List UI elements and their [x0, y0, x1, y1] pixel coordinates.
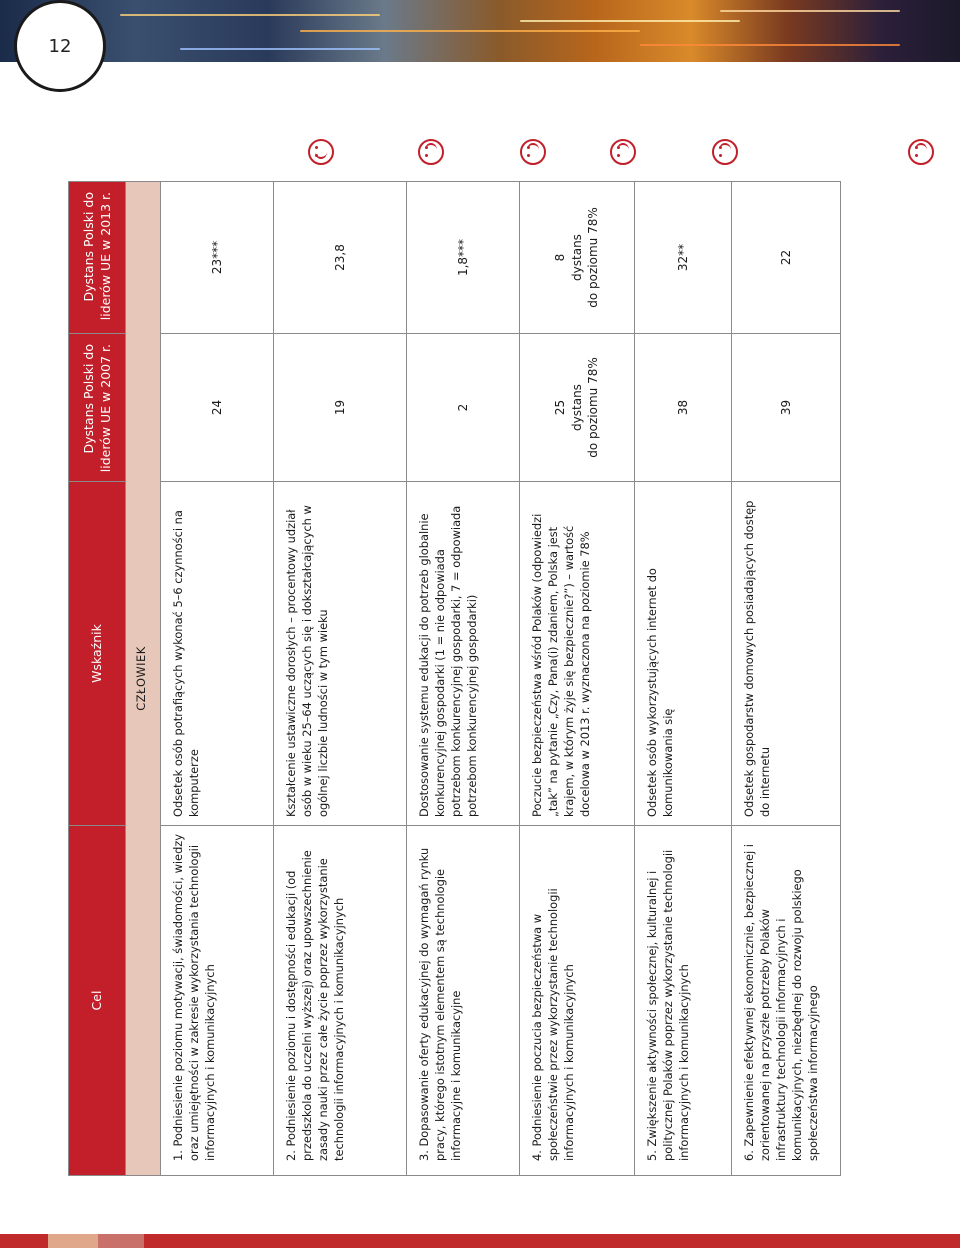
- header-dystans-2007: Dystans Polski do liderów UE w 2007 r.: [69, 334, 126, 482]
- table-row: [732, 182, 841, 1176]
- dystans-2007-cell: 39: [732, 334, 841, 482]
- dystans-2013-cell: 23***: [161, 182, 274, 334]
- dystans-2013-cell: 1,8***: [407, 182, 520, 334]
- header-cel: Cel: [69, 826, 126, 1176]
- table-row: [635, 182, 732, 1176]
- section-title: CZŁOWIEK: [126, 182, 161, 1176]
- cel-cell: 5. Zwiększenie aktywności społecznej, kulturalnej i politycznej Polaków poprzez wykorzystanie technologii informacyjnych i komunikacyjnych: [635, 826, 732, 1176]
- footer-strip: [0, 1234, 960, 1248]
- table-row: [274, 182, 407, 1176]
- cel-cell: 6. Zapewnienie efektywnej ekonomicznie, bezpiecznej i zorientowanej na przyszłe potrzeby Polaków infrastruktury technologii informacyjnych i komunikacyjnych, niezbędnej do rozwoju polskiego społeczeństwa informacyjnego: [732, 826, 841, 1176]
- wskaznik-cell: Poczucie bezpieczeństwa wśród Polaków (odpowiedzi „tak” na pytanie „Czy, Pana(i) zdaniem, Polska jest krajem, w którym żyje się bezpiecznie?”) – wartość docelowa w 2013 r. wyznaczona na poziomie 78%: [520, 482, 635, 826]
- cel-cell: 2. Podniesienie poziomu i dostępności edukacji (od przedszkola do uczelni wyższej) oraz upowszechnienie zasady nauki przez całe życie poprzez wykorzystanie technologii informacyjnych i komunikacyjnych: [274, 826, 407, 1176]
- section-row: [126, 182, 161, 1176]
- dystans-2007-cell: 24: [161, 334, 274, 482]
- dystans-2007-cell: [520, 334, 635, 482]
- dystans-target: do poziomu 78%: [586, 357, 601, 458]
- wskaznik-cell: Odsetek osób wykorzystujących internet do komunikowania się: [635, 482, 732, 826]
- dystans-2007-cell: 19: [274, 334, 407, 482]
- wskaznik-cell: Kształcenie ustawiczne dorosłych – procentowy udział osób w wieku 25–64 uczących się i dokształcających w ogólnej liczbie ludności w tym wieku: [274, 482, 407, 826]
- cel-cell: 4. Podniesienie poczucia bezpieczeństwa w społeczeństwie przez wykorzystanie technologii informacyjnych i komunikacyjnych: [520, 826, 635, 1176]
- dystans-2013-cell: 22: [732, 182, 841, 334]
- dystans-target: do poziomu 78%: [586, 207, 601, 308]
- dystans-2007-cell: 38: [635, 334, 732, 482]
- smiley-sad-icon: [308, 139, 334, 165]
- dystans-label: dystans: [569, 234, 584, 281]
- dystans-2013-cell: 32**: [635, 182, 732, 334]
- page-number: 12: [48, 35, 72, 57]
- goals-table-rotated: [68, 182, 820, 1176]
- smiley-happy-icon: [712, 139, 738, 165]
- smiley-happy-icon: [520, 139, 546, 165]
- smiley-happy-icon: [610, 139, 636, 165]
- table-header-row: [69, 182, 126, 1176]
- smiley-happy-icon: [908, 139, 934, 165]
- dystans-2013-cell: [520, 182, 635, 334]
- dystans-2007-cell: 2: [407, 334, 520, 482]
- cel-cell: 1. Podniesienie poziomu motywacji, świadomości, wiedzy oraz umiejętności w zakresie wykorzystania technologii informacyjnych i komunikacyjnych: [161, 826, 274, 1176]
- page-number-badge: [14, 0, 106, 92]
- table-row: [161, 182, 274, 1176]
- dystans-2013-cell: 23,8: [274, 182, 407, 334]
- goals-table: [68, 181, 841, 1176]
- table-row: [520, 182, 635, 1176]
- dystans-label: dystans: [569, 384, 584, 431]
- header-banner-image: [0, 0, 960, 62]
- header-dystans-2013: Dystans Polski do liderów UE w 2013 r.: [69, 182, 126, 334]
- header-wskaznik: Wskaźnik: [69, 482, 126, 826]
- dystans-value: 8: [552, 253, 567, 262]
- smiley-happy-icon: [418, 139, 444, 165]
- wskaznik-cell: Odsetek gospodarstw domowych posiadających dostęp do internetu: [732, 482, 841, 826]
- cel-cell: 3. Dopasowanie oferty edukacyjnej do wymagań rynku pracy, którego istotnym elementem są technologie informacyjne i komunikacyjne: [407, 826, 520, 1176]
- wskaznik-cell: Odsetek osób potrafiących wykonać 5–6 czynności na komputerze: [161, 482, 274, 826]
- table-row: [407, 182, 520, 1176]
- wskaznik-cell: Dostosowanie systemu edukacji do potrzeb globalnie konkurencyjnej gospodarki (1 = nie odpowiada potrzebom konkurencyjnej gospodarki, 7 = odpowiada potrzebom konkurencyjnej gospodarki): [407, 482, 520, 826]
- dystans-value: 25: [552, 399, 567, 416]
